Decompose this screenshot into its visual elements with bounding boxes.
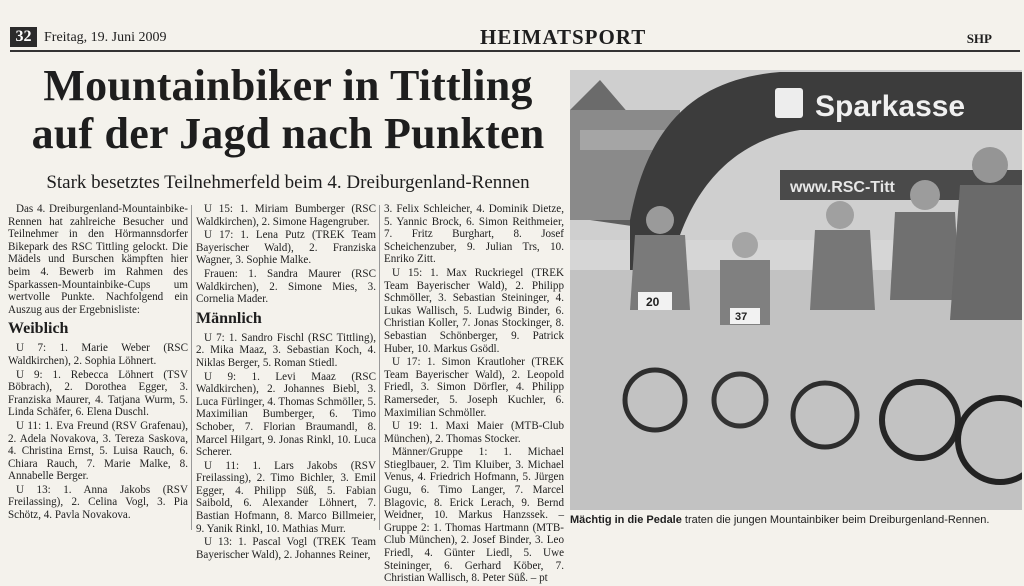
result-paragraph: U 17: 1. Lena Putz (TREK Team Bayerischer Wald), 2. Franziska Wagner, 3. Sophie Malke. [196, 229, 376, 267]
result-paragraph: U 7: 1. Marie Weber (RSC Waldkirchen), 2. Sophia Löhnert. [8, 342, 188, 367]
column-3 [384, 203, 564, 586]
result-paragraph: U 13: 1. Anna Jakobs (RSV Freilassing), 2. Celina Vogl, 3. Pia Schötz, 4. Pavla Novakova. [8, 483, 188, 522]
result-paragraph: U 11: 1. Lars Jakobs (RSV Freilassing), 2. Timo Bichler, 3. Emil Egger, 4. Philipp Süß, 5. Fabian Saibold, 6. Alexander Löhnert, 7. Bastian Hofmann, 8. Marco Billmeier, 9. Yanik Rinkl, 10. Mathias Murr. [196, 459, 376, 535]
column-1 [8, 203, 188, 523]
header-rule [10, 50, 1020, 52]
paper-abbrev: SHP [966, 31, 992, 46]
subheadline: Stark besetztes Teilnehmerfeld beim 4. Dreiburgenland-Rennen [46, 172, 530, 193]
race-photo [570, 70, 1022, 510]
issue-date: Freitag, 19. Juni 2009 [44, 30, 167, 45]
url-banner-text: www.RSC-Titt [790, 179, 895, 196]
intro-paragraph: Das 4. Dreiburgenland-Mountainbike-Rennen hat zahlreiche Besucher und Teilnehmer in den Hörmannsdorfer Bikepark des RSC Tittling gelockt. Die Mädels und Burschen kämpften hier beim 4. Bewerb im Rahmen des Sparkassen-Mountainbike-Cups um wertvolle Punkte. Nachfolgend ein Auszug aus der Ergebnisliste: [8, 203, 188, 316]
result-paragraph: U 9: 1. Rebecca Löhnert (TSV Böbrach), 2. Dorothea Egger, 3. Franziska Maurer, 4. Tatjana Wurm, 5. Linda Schäfer, 6. Elena Duschl. [8, 368, 188, 419]
result-paragraph: U 17: 1. Simon Krautloher (TREK Team Bayerischer Wald), 2. Leopold Friedl, 3. Simon Dörfler, 4. Philipp Ramerseder, 5. Joseph Kuchler, 6. Maximilian Schmöller. [384, 356, 564, 419]
result-paragraph: U 15: 1. Miriam Bumberger (RSC Waldkirchen), 2. Simone Hagengruber. [196, 203, 376, 228]
caption-text: traten die jungen Mountainbiker beim Dreiburgenland-Rennen. [681, 514, 990, 526]
page-number: 32 [10, 27, 37, 47]
column-divider [379, 205, 380, 530]
result-paragraph: U 19: 1. Maxi Maier (MTB-Club München), 2. Thomas Stocker. [384, 420, 564, 445]
column-2 [196, 203, 376, 562]
section-title: HEIMATSPORT [480, 25, 647, 49]
photo-caption [570, 514, 1022, 526]
headline [8, 62, 568, 158]
bib-number: 37 [735, 311, 748, 323]
banner-text: Sparkasse [815, 90, 966, 123]
heading-maennlich: Männlich [196, 309, 262, 327]
result-paragraph: U 7: 1. Sandro Fischl (RSC Tittling), 2. Mika Maaz, 3. Sebastian Koch, 4. Niklas Berger, 5. Roman Stiedl. [196, 331, 376, 369]
headline-line-1: Mountainbiker in Tittling [43, 61, 533, 110]
result-paragraph: U 9: 1. Levi Maaz (RSC Waldkirchen), 2. Johannes Biebl, 3. Luca Fürlinger, 4. Thomas Schmöller, 5. Maximilian Bumberger, 6. Timo Schober, 7. Florian Braumandl, 8. Marcel Hilgart, 9. Jonas Rinkl, 10. Luca Scherer. [196, 370, 376, 459]
result-paragraph: Frauen: 1. Sandra Maurer (RSC Waldkirchen), 2. Simone Mies, 3. Cornelia Mader. [196, 267, 376, 306]
bib-number: 20 [646, 295, 660, 309]
result-paragraph: U 13: 1. Pascal Vogl (TREK Team Bayerischer Wald), 2. Johannes Reiner, [196, 536, 376, 561]
result-paragraph: Männer/Gruppe 1: 1. Michael Stieglbauer, 2. Tim Kluiber, 3. Michael Venus, 4. Friedrich Hofmann, 5. Jürgen Gugu, 6. Timo Langer, 7. Marcel Blagovic, 8. Erick Lerach, 9. Bernd Weidner, 10. Markus Hanzssek. – Gruppe 2: 1. Thomas Hartmann (MTB-Club München), 2. Josef Binder, 3. Leo Friedl, 4. Günter Liedl, 5. Uwe Steininger, 6. Gerhard Köber, 7. Christian Wallisch, 8. Peter Süß. – pt [384, 446, 564, 585]
heading-weiblich: Weiblich [8, 320, 69, 338]
result-paragraph: U 11: 1. Eva Freund (RSV Grafenau), 2. Adela Novakova, 3. Tereza Saskova, 4. Christina Ernst, 5. Luisa Rauch, 6. Chiara Rauch, 7. Marie Malke, 8. Annabelle Berger. [8, 419, 188, 483]
caption-lead: Mächtig in die Pedale [570, 514, 682, 526]
result-paragraph: 3. Felix Schleicher, 4. Dominik Dietze, 5. Yannic Brock, 6. Simon Reithmeier, 7. Fritz Burghart, 8. Josef Scheichenzuber, 9. Julian Trs, 10. Enriko Zitt. [384, 203, 564, 266]
page-header [10, 24, 1020, 50]
headline-line-2: auf der Jagd nach Punkten [31, 109, 545, 158]
result-paragraph: U 15: 1. Max Ruckriegel (TREK Team Bayerischer Wald), 2. Philipp Schmöller, 3. Sebastian Steininger, 4. Lukas Wallisch, 5. Ludwig Binder, 6. Christian Koller, 7. Jonas Stockinger, 8. Sebastian Schönberger, 9. Patrick Huber, 10. Markus Gsödl. [384, 266, 564, 355]
column-divider [191, 205, 192, 530]
sparkasse-logo-icon [775, 88, 803, 118]
